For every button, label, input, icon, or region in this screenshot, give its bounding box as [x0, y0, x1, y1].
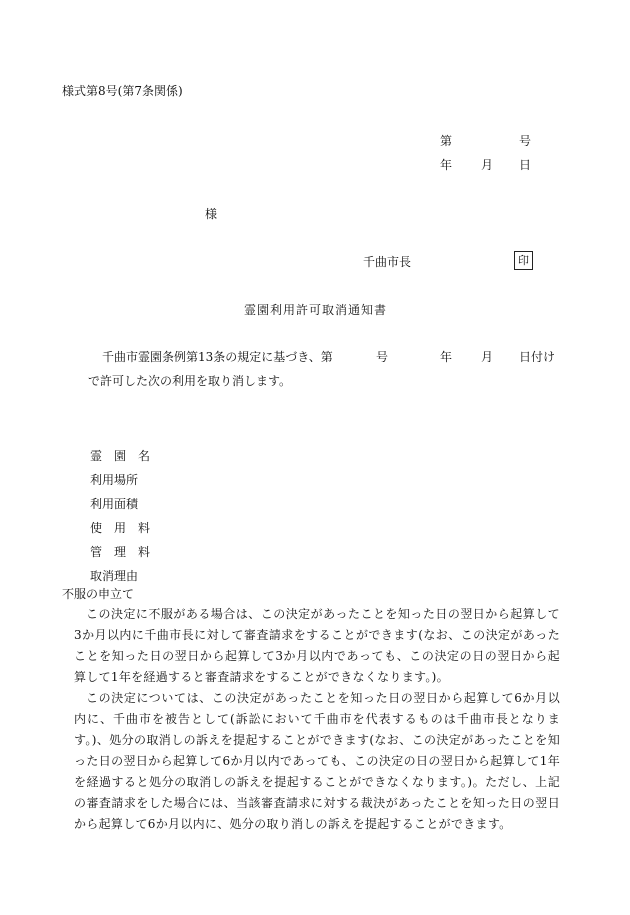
doc-number-prefix: 第 [440, 134, 453, 148]
body-hizuke: 日付け [519, 350, 556, 364]
date-year-label: 年 [440, 158, 453, 172]
body-intro: 千曲市霊園条例第13条の規定に基づき、第 [102, 350, 333, 364]
date-day-label: 日 [519, 158, 532, 172]
objection-body [74, 604, 560, 835]
issuer-title: 千曲市長 [363, 255, 412, 269]
body-nen: 年 [440, 350, 453, 364]
field-use-area: 利用面積 [90, 497, 139, 511]
field-use-location: 利用場所 [90, 473, 139, 487]
body-tsuki: 月 [481, 350, 494, 364]
field-cancel-reason: 取消理由 [90, 569, 139, 583]
body-line-2: で許可した次の利用を取り消します。 [88, 374, 292, 388]
objection-paragraph-1: この決定に不服がある場合は、この決定があったことを知った日の翌日から起算して3か月以内に千曲市長に対して審査請求をすることができます(なお、この決定があったことを知った日の翌日から起算して3か月以内であっても、この決定の日の翌日から起算して1年を経過すると審査請求をすることができなくなります。)。 [74, 607, 560, 684]
date-month-label: 月 [481, 158, 494, 172]
field-cemetery-name: 霊 園 名 [90, 449, 151, 463]
objection-paragraph-2: この決定については、この決定があったことを知った日の翌日から起算して6か月以内に、千曲市を被告として(訴訟において千曲市を代表するものは千曲市長となります。)、処分の取消しの訴えを提起することができます(なお、この決定があったことを知った日の翌日から起算して6か月以内であっても、この決定の日の翌日から起算して1年を経過すると処分の取消しの訴えを提起することができなくなります。)。ただし、上記の審査請求をした場合には、当該審査請求に対する裁決があったことを知った日の翌日から起算して6か月以内に、処分の取り消しの訴えを提起することができます。 [74, 691, 560, 831]
body-go: 号 [376, 350, 389, 364]
recipient-honorific: 様 [205, 207, 218, 221]
field-management-fee: 管 理 料 [90, 545, 151, 559]
objection-heading: 不服の申立て [62, 587, 135, 601]
seal-mark: 印 [514, 251, 533, 270]
form-number: 様式第8号(第7条関係) [62, 84, 183, 98]
field-usage-fee: 使 用 料 [90, 521, 151, 535]
doc-number-suffix: 号 [519, 134, 532, 148]
document-title: 霊園利用許可取消通知書 [244, 303, 388, 317]
